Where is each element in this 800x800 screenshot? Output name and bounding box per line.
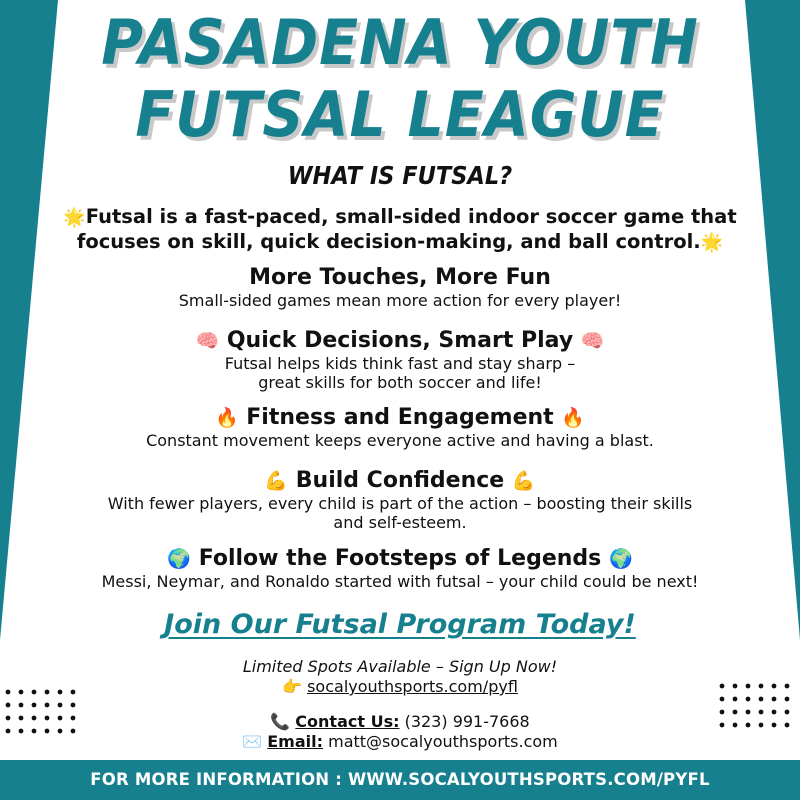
envelope-icon: ✉️ — [242, 732, 263, 751]
decorative-dot — [785, 684, 790, 689]
signup-url-link[interactable]: socalyouthsports.com/pyfl — [307, 677, 518, 696]
signup-line — [0, 677, 800, 696]
decorative-dot — [746, 697, 751, 702]
decorative-dot — [720, 723, 725, 728]
decorative-dot — [58, 703, 63, 708]
fire-icon: 🔥 — [214, 407, 239, 429]
contact-block — [0, 712, 800, 752]
phone-icon: 📞 — [270, 712, 291, 731]
decorative-dot — [772, 697, 777, 702]
decorative-dot — [772, 723, 777, 728]
section-heading: More Touches, More Fun — [249, 265, 551, 290]
decorative-dot — [733, 697, 738, 702]
section-body-line: Constant movement keeps everyone active and having a blast. — [146, 431, 654, 450]
decorative-dot — [759, 697, 764, 702]
decorative-dot — [58, 690, 63, 695]
fire-icon: 🔥 — [561, 407, 586, 429]
contact-phone-line — [0, 712, 800, 732]
section-heading: 🔥 Fitness and Engagement 🔥 — [214, 405, 586, 430]
decorative-dot — [772, 684, 777, 689]
footer-banner[interactable]: FOR MORE INFORMATION : WWW.SOCALYOUTHSPORTS.COM/PYFL — [0, 760, 800, 800]
decorative-dot — [759, 723, 764, 728]
decorative-dot — [6, 703, 11, 708]
limited-spots-text: Limited Spots Available – Sign Up Now! — [242, 657, 558, 676]
section-heading: 🧠 Quick Decisions, Smart Play 🧠 — [195, 328, 605, 353]
decorative-dot — [19, 703, 24, 708]
decorative-dot — [71, 690, 76, 695]
decorative-dot — [32, 729, 37, 734]
brain-icon: 🧠 — [580, 330, 605, 352]
section-body-line: Messi, Neymar, and Ronaldo started with futsal – your child could be next! — [101, 572, 699, 591]
flexed-arm-icon: 💪 — [264, 470, 289, 492]
decorative-dot — [58, 716, 63, 721]
decorative-dot — [71, 703, 76, 708]
brain-icon: 🧠 — [195, 330, 220, 352]
decorative-dot — [720, 710, 725, 715]
contact-label: Contact Us: — [295, 712, 400, 731]
decorative-dot — [45, 690, 50, 695]
subtitle: WHAT IS FUTSAL? — [287, 161, 513, 190]
decorative-dot — [6, 716, 11, 721]
decorative-dot — [6, 729, 11, 734]
globe-icon: 🌍 — [608, 548, 633, 570]
decorative-dot — [19, 729, 24, 734]
section-more-touches — [40, 265, 760, 310]
globe-icon: 🌍 — [167, 548, 192, 570]
decorative-dot — [733, 710, 738, 715]
section-body-line: great skills for both soccer and life! — [258, 373, 542, 392]
decorative-dot — [6, 690, 11, 695]
title-line-2: FUTSAL LEAGUE — [135, 78, 665, 151]
star-icon: 🌟 — [700, 232, 724, 253]
section-legends — [40, 546, 760, 591]
section-body-line: and self-esteem. — [333, 513, 467, 532]
decorative-dot — [32, 690, 37, 695]
phone-number[interactable]: (323) 991-7668 — [404, 712, 530, 731]
title-line-1: PASADENA YOUTH — [101, 6, 699, 79]
decorative-dot — [733, 723, 738, 728]
decorative-dot — [45, 703, 50, 708]
decorative-dot — [58, 729, 63, 734]
section-heading: 🌍 Follow the Footsteps of Legends 🌍 — [167, 546, 633, 571]
decorative-dot — [19, 716, 24, 721]
intro-line-1: 🌟Futsal is a fast-paced, small-sided indoor soccer game that — [63, 205, 737, 228]
join-program-link[interactable]: Join Our Futsal Program Today! — [164, 609, 636, 640]
dot-grid-left — [4, 688, 86, 740]
pointing-hand-icon: 👉 — [282, 677, 302, 696]
decorative-dot — [785, 697, 790, 702]
contact-email-line — [0, 732, 800, 752]
decorative-dot — [32, 703, 37, 708]
section-build-confidence — [40, 468, 760, 532]
decorative-dot — [746, 710, 751, 715]
decorative-dot — [759, 710, 764, 715]
decorative-dot — [746, 684, 751, 689]
intro-paragraph — [50, 205, 750, 255]
decorative-dot — [785, 710, 790, 715]
section-quick-decisions — [40, 328, 760, 392]
decorative-dot — [71, 729, 76, 734]
decorative-dot — [32, 716, 37, 721]
section-body-line: Small-sided games mean more action for every player! — [178, 291, 622, 310]
decorative-dot — [720, 697, 725, 702]
section-heading: 💪 Build Confidence 💪 — [264, 468, 536, 493]
section-body-line: With fewer players, every child is part of the action – boosting their skills — [107, 494, 693, 513]
decorative-dot — [71, 716, 76, 721]
section-fitness — [40, 405, 760, 450]
decorative-dot — [785, 723, 790, 728]
decorative-dot — [772, 710, 777, 715]
decorative-dot — [733, 684, 738, 689]
decorative-dot — [759, 684, 764, 689]
email-address[interactable]: matt@socalyouthsports.com — [328, 732, 558, 751]
decorative-dot — [19, 690, 24, 695]
intro-line-2: focuses on skill, quick decision-making, and ball control.🌟 — [76, 230, 724, 253]
decorative-dot — [45, 716, 50, 721]
section-body-line: Futsal helps kids think fast and stay sharp – — [224, 354, 576, 373]
flexed-arm-icon: 💪 — [511, 470, 536, 492]
decorative-dot — [45, 729, 50, 734]
decorative-dot — [746, 723, 751, 728]
dot-grid-right — [718, 682, 800, 734]
email-label: Email: — [267, 732, 324, 751]
decorative-dot — [720, 684, 725, 689]
star-icon: 🌟 — [63, 207, 86, 228]
